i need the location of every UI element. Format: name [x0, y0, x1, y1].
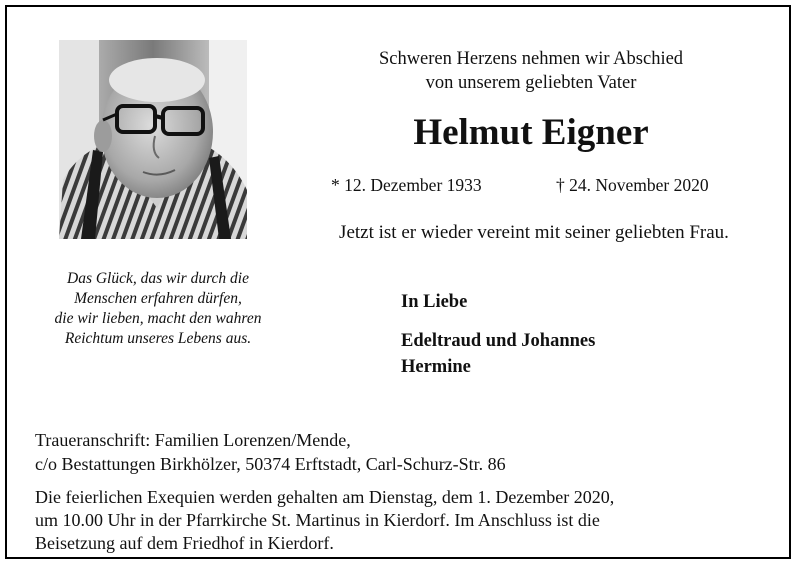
birth-date: * 12. Dezember 1933	[331, 175, 482, 195]
mourner-name: Hermine	[401, 357, 471, 377]
intro-line-2: von unserem geliebten Vater	[425, 73, 637, 93]
portrait-photo	[59, 40, 247, 239]
obituary-notice	[5, 5, 791, 559]
poem-line: Das Glück, das wir durch die	[67, 270, 249, 287]
poem-line: Reichtum unseres Lebens aus.	[64, 330, 252, 347]
reunion-text: Jetzt ist er wieder vereint mit seiner geliebten Frau.	[339, 222, 729, 243]
service-line: Beisetzung auf dem Friedhof in Kierdorf.	[35, 533, 334, 553]
mourning-address	[35, 428, 775, 476]
mourners-list	[401, 328, 595, 380]
in-love-heading: In Liebe	[401, 292, 468, 312]
service-line: Die feierlichen Exequien werden gehalten am Dienstag, dem 1. Dezember 2020,	[35, 487, 615, 507]
mourner-name: Edeltraud und Johannes	[401, 331, 596, 351]
deceased-name: Helmut Eigner	[413, 112, 649, 153]
memorial-poem	[29, 269, 287, 349]
poem-line: Menschen erfahren dürfen,	[74, 290, 242, 307]
funeral-service-info	[35, 486, 775, 555]
service-line: um 10.00 Uhr in der Pfarrkirche St. Martinus in Kierdorf. Im Anschluss ist die	[35, 510, 600, 530]
death-date: † 24. November 2020	[556, 175, 709, 195]
intro-line-1: Schweren Herzens nehmen wir Abschied	[378, 49, 684, 69]
address-line: Traueranschrift: Familien Lorenzen/Mende,	[35, 430, 351, 450]
address-line: c/o Bestattungen Birkhölzer, 50374 Erftstadt, Carl-Schurz-Str. 86	[35, 454, 506, 474]
farewell-intro	[307, 47, 755, 95]
poem-line: die wir lieben, macht den wahren	[54, 310, 262, 327]
